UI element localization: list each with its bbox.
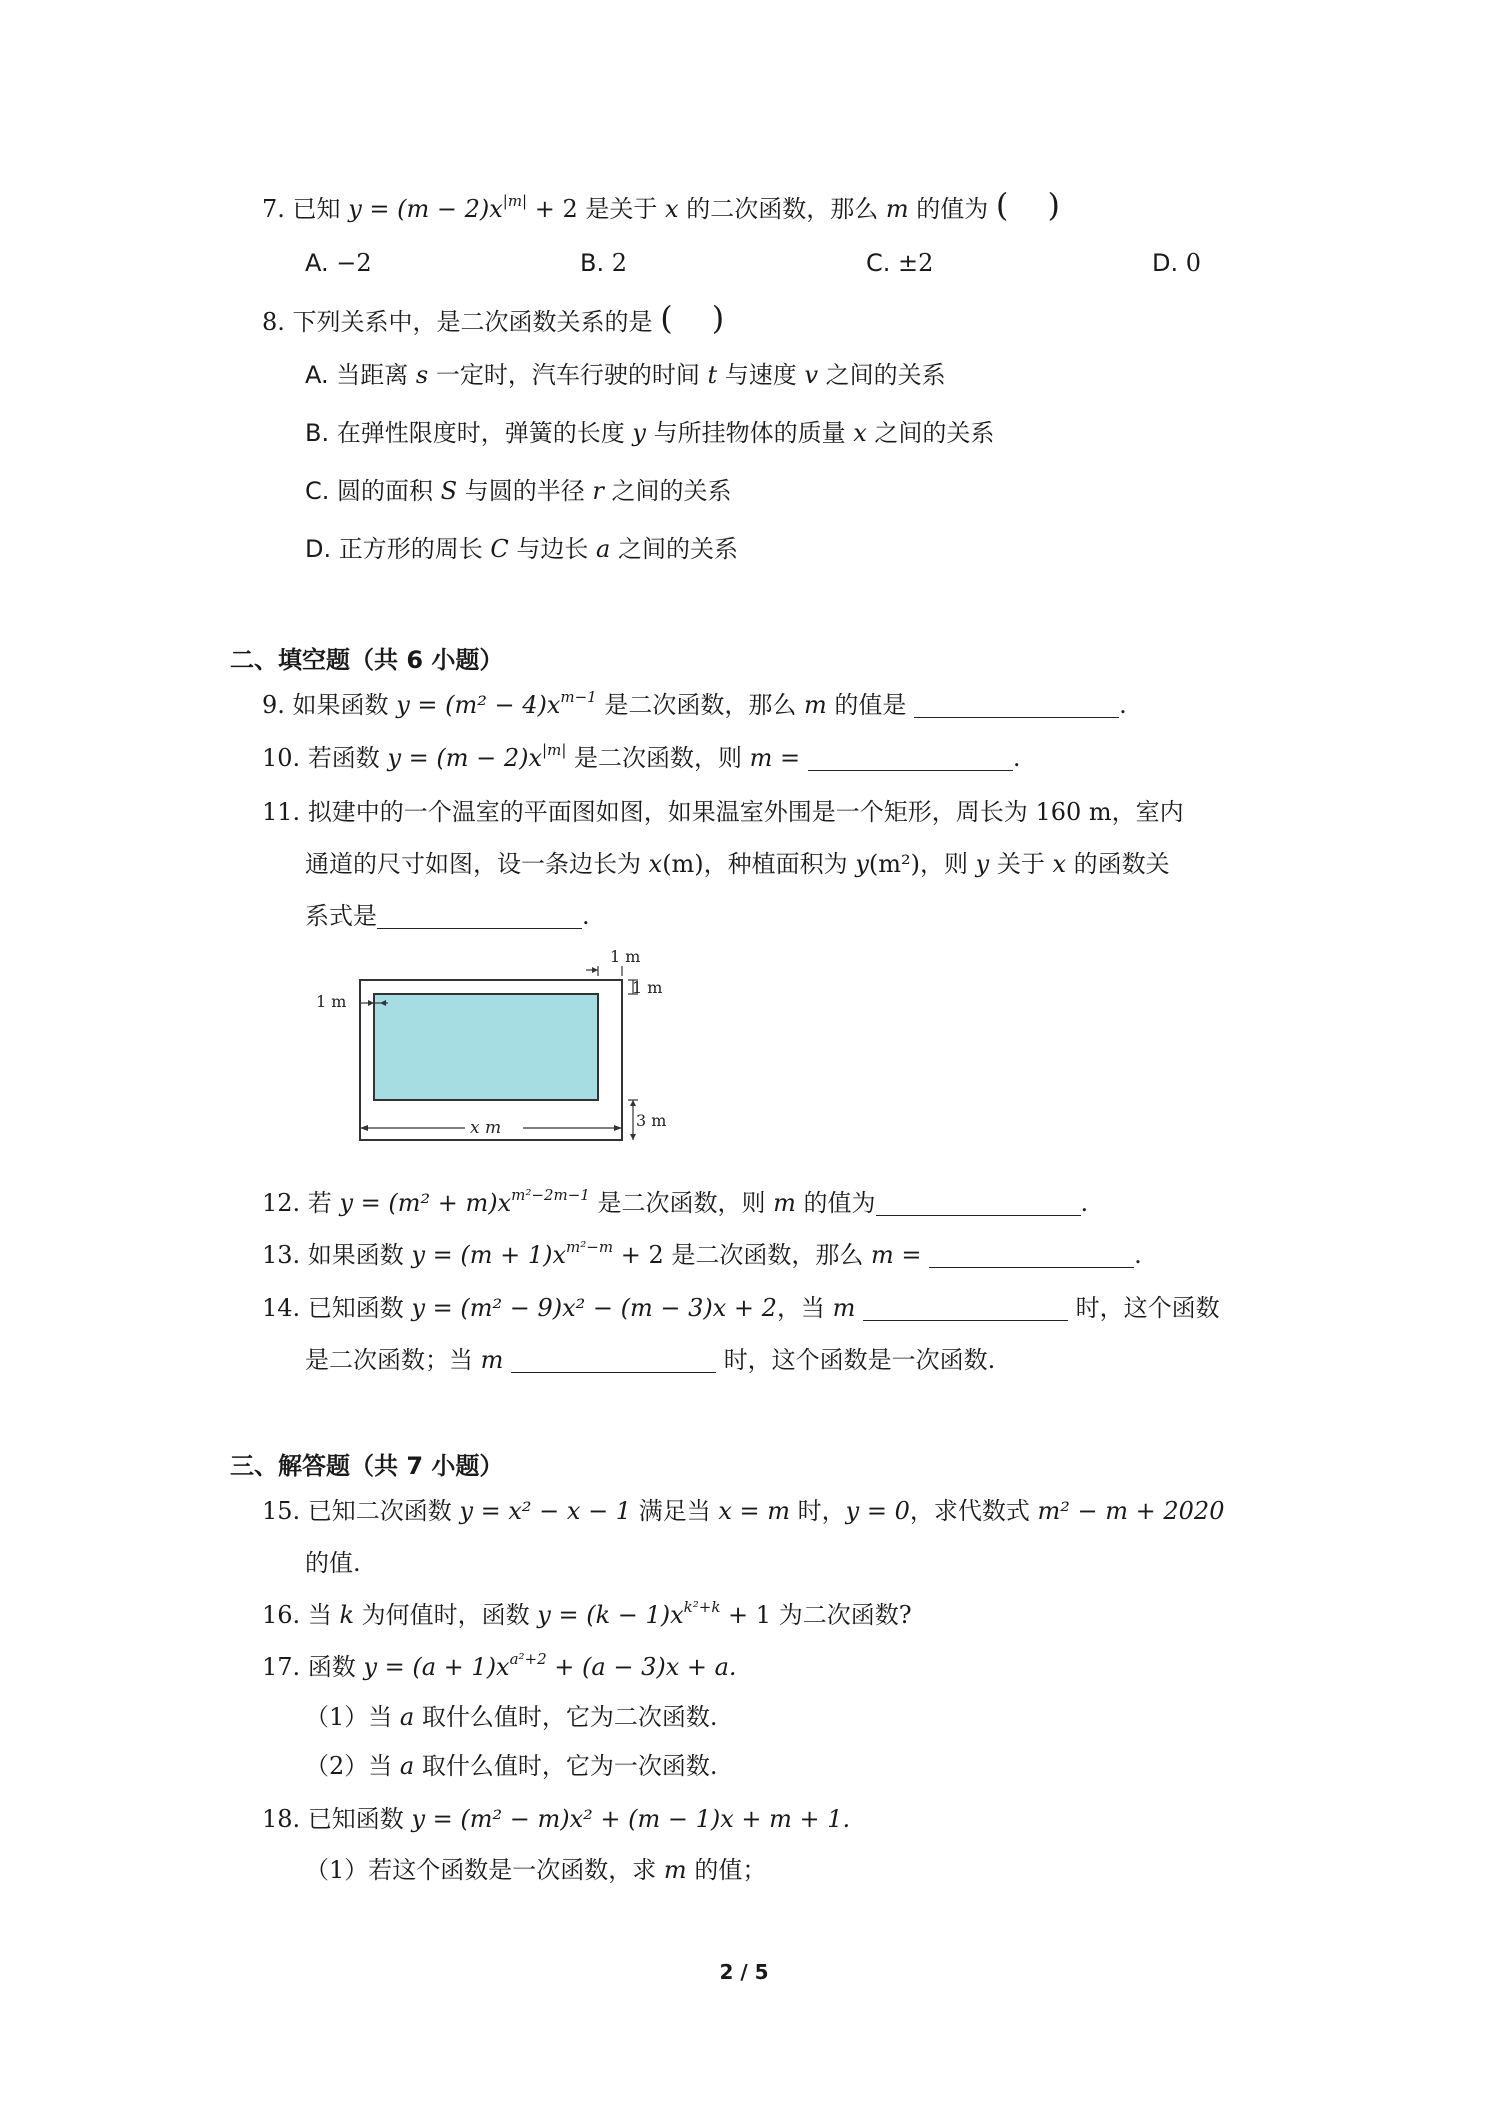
question-13: 13. 如果函数 $y = (m + 1)x^{m^2-m} + 2$ 是二次函数，那么 m = . [262, 1238, 1142, 1269]
right-label: 1 m [632, 978, 663, 997]
equation: y = (m² − m)x² + (m − 1)x + m + 1. [411, 1805, 851, 1833]
question-17-part-1: （1）当 a 取什么值时，它为二次函数. [305, 1703, 718, 1731]
equation: $y = (m + 1)x^{m^2-m} + 2$ [411, 1238, 664, 1269]
question-text: 已知 [292, 195, 341, 223]
left-label: 1 m [316, 992, 347, 1011]
question-16: 16. 当 k 为何值时，函数 $y = (k - 1)x^{k^2+k} + 1$ 为二次函数? [262, 1598, 912, 1629]
section-heading-answer: 三、解答题（共 7 小题） [230, 1452, 504, 1480]
option-c: C. ±2 [866, 249, 934, 277]
answer-blank[interactable] [914, 693, 1119, 718]
question-8 [262, 299, 725, 339]
question-12: 12. 若 $y = (m^2 + m)x^{m^2-2m-1}$ 是二次函数，则 m 的值为 . [262, 1186, 1089, 1217]
equation: $y = (m - 2)x^{|m|} + 2$ [348, 192, 578, 223]
planting-area [374, 994, 598, 1100]
question-11-line-3: 系式是 . [305, 902, 590, 930]
answer-parentheses: ( ) [995, 186, 1060, 224]
question-11-line-2: 通道的尺寸如图，设一条边长为 x(m)，种植面积为 y(m²)，则 y 关于 x 的函数关 [305, 850, 1170, 878]
bottom-label: x m [470, 1118, 502, 1138]
option-d: D. 0 [1152, 249, 1202, 277]
option-c: C. 圆的面积 S 与圆的半径 r 之间的关系 [305, 477, 732, 505]
question-14: 14. 已知函数 y = (m² − 9)x² − (m − 3)x + 2，当 m 时，这个函数 [262, 1294, 1220, 1322]
question-number: 7. [262, 195, 285, 223]
option-a: A. 当距离 s 一定时，汽车行驶的时间 t 与速度 v 之间的关系 [305, 361, 946, 389]
bottom-right-label: 3 m [636, 1111, 667, 1130]
answer-blank[interactable] [511, 1348, 716, 1373]
answer-blank[interactable] [377, 904, 582, 929]
equation: $y = (a + 1)x^{a^2+2} + (a - 3)x + a$. [363, 1650, 737, 1681]
answer-blank[interactable] [863, 1296, 1068, 1321]
option-b: B. 2 [580, 249, 628, 277]
answer-blank[interactable] [808, 746, 1013, 771]
equation: $y = (m - 2)x^{|m|}$ [387, 741, 567, 772]
answer-blank[interactable] [876, 1191, 1081, 1216]
answer-blank[interactable] [929, 1243, 1134, 1268]
option-a: A. −2 [305, 249, 372, 277]
answer-parentheses: ( ) [660, 299, 725, 337]
question-10: 10. 若函数 $y = (m - 2)x^{|m|}$ 是二次函数，则 m = . [262, 741, 1021, 772]
question-text: 下列关系中，是二次函数关系的是 [292, 308, 653, 336]
question-number: 8. [262, 308, 285, 336]
top-right-label: 1 m [610, 947, 641, 966]
question-17-part-2: （2）当 a 取什么值时，它为一次函数. [305, 1752, 718, 1780]
equation: y = (m² − 9)x² − (m − 3)x + 2 [411, 1294, 777, 1322]
equation: $y = (m^2 + m)x^{m^2-2m-1}$ [339, 1186, 590, 1217]
question-18-part-1: （1）若这个函数是一次函数，求 m 的值； [305, 1856, 767, 1884]
question-15-line-2: 的值. [305, 1549, 361, 1577]
greenhouse-diagram [300, 940, 680, 1160]
question-15: 15. 已知二次函数 y = x² − x − 1 满足当 x = m 时，y = 0，求代数式 m² − m + 2020 [262, 1497, 1225, 1525]
page-number: 2 / 5 [719, 1960, 769, 1984]
equation: $y = (m^2 - 4)x^{m-1}$ [396, 688, 597, 719]
question-17: 17. 函数 $y = (a + 1)x^{a^2+2} + (a - 3)x + a$. [262, 1650, 737, 1681]
equation: $y = (k - 1)x^{k^2+k} + 1$ [537, 1598, 772, 1629]
question-18: 18. 已知函数 y = (m² − m)x² + (m − 1)x + m + 1. [262, 1805, 851, 1833]
section-heading-fill-in: 二、填空题（共 6 小题） [230, 646, 504, 674]
question-7: 7. 已知 $y = (m - 2)x^{|m|} + 2$ 是关于 x 的二次函数，那么 m 的值为 ( ) [262, 186, 1060, 224]
question-9: 9. 如果函数 $y = (m^2 - 4)x^{m-1}$ 是二次函数，那么 m 的值是 . [262, 688, 1127, 719]
question-14-line-2: 是二次函数；当 m 时，这个函数是一次函数. [305, 1346, 996, 1374]
question-11: 11. 拟建中的一个温室的平面图如图，如果温室外围是一个矩形，周长为 160 m，室内 [262, 798, 1184, 826]
option-b: B. 在弹性限度时，弹簧的长度 y 与所挂物体的质量 x 之间的关系 [305, 419, 995, 447]
option-d: D. 正方形的周长 C 与边长 a 之间的关系 [305, 535, 738, 563]
